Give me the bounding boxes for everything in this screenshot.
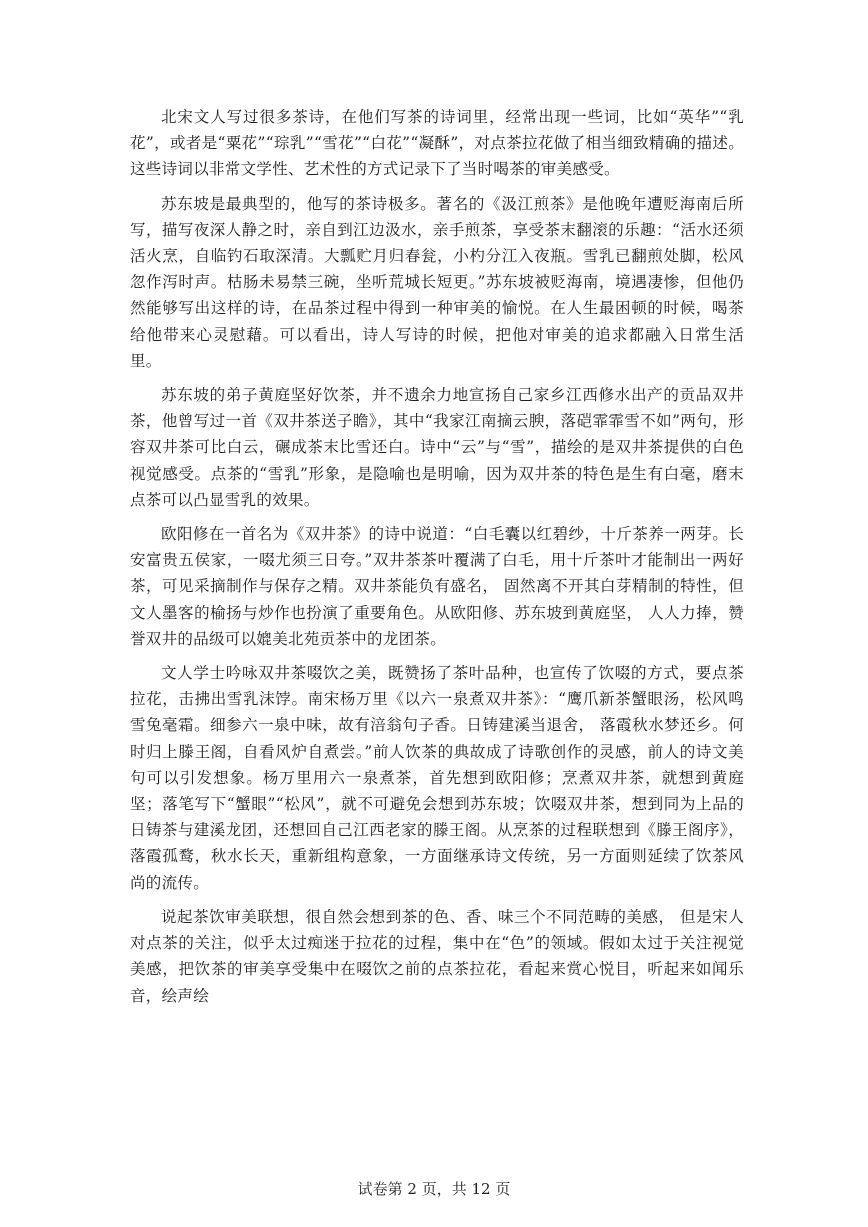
paragraph-5: 文人学士吟咏双井茶啜饮之美，既赞扬了茶叶品种，也宣传了饮啜的方式，要点茶拉花，击拂出雪乳沫饽。南宋杨万里《以六一泉煮双井茶》：“鹰爪新茶蟹眼汤，松风鸣雪兔毫霜。细参六一泉中味，故有涪翁句子香。日铸建溪当退舍， 落霞秋水梦还乡。何时归上滕王阁，自看风炉自煮尝。”前人饮茶的典故成了诗歌创作的灵感，前人的诗文美句可以引发想象。杨万里用六一泉煮茶，首先想到欧阳修；烹煮双井茶，就想到黄庭坚；落笔写下“蟹眼”“松风”，就不可避免会想到苏东坡；饮啜双井茶，想到同为上品的日铸茶与建溪龙团，还想回自己江西老家的滕王阁。从烹茶的过程联想到《滕王阁序》，落霞孤鹜，秋水长天，重新组构意象，一方面继承诗文传统，另一方面则延续了饮茶风尚的流传。 [130,664,744,892]
paragraph-3: 苏东坡的弟子黄庭坚好饮茶，并不遗余力地宣扬自己家乡江西修水出产的贡品双井茶，他曾写过一首《双井茶送子瞻》，其中“我家江南摘云腴，落硙霏霏雪不如”两句，形容双井茶可比白云，碾成茶末比雪还白。诗中“云”与“雪”，描绘的是双井茶提供的白色视觉感受。点茶的“雪乳”形象，是隐喻也是明喻，因为双井茶的特色是生有白毫，磨末点茶可以凸显雪乳的效果。 [130,386,744,509]
paragraph-1: 北宋文人写过很多茶诗，在他们写茶的诗词里，经常出现一些词，比如“英华”“乳花”，或者是“粟花”“琮乳”“雪花”“白花”“凝酥”，对点茶拉花做了相当细致精确的描述。这些诗词以非常文学性、艺术性的方式记录下了当时喝茶的审美感受。 [130,108,744,179]
paragraph-4: 欧阳修在一首名为《双井茶》的诗中说道：“白毛囊以红碧纱，十斤茶养一两芽。长安富贵五侯家，一啜尤须三日夸。”双井茶茶叶覆满了白毛，用十斤茶叶才能制出一两好茶，可见采摘制作与保存之精。双井茶能负有盛名， 固然离不开其白芽精制的特性，但文人墨客的榆扬与炒作也扮演了重要角色。从欧阳修、苏东坡到黄庭坚， 人人力捧，赞誉双井的品级可以媲美北苑贡茶中的龙团茶。 [130,525,744,648]
document-body [130,104,744,1017]
page-footer: 试卷第 2 页，共 12 页 [357,1180,511,1198]
paragraph-2: 苏东坡是最典型的，他写的茶诗极多。著名的《汲江煎茶》是他晚年遭贬海南后所写，描写夜深人静之时，亲自到江边汲水，亲手煎茶，享受茶末翻滚的乐趣：“活水还须活火烹，自临钓石取深清。大瓢贮月归春瓮，小杓分江入夜瓶。雪乳已翻煎处脚，松风忽作泻时声。枯肠未易禁三碗，坐听荒城长短更。”苏东坡被贬海南，境遇凄惨，但他仍然能够写出这样的诗，在品茶过程中得到一种审美的愉悦。在人生最困顿的时候，喝茶给他带来心灵慰藉。可以看出，诗人写诗的时候，把他对审美的追求都融入日常生活里。 [130,194,744,370]
paragraph-6: 说起茶饮审美联想，很自然会想到茶的色、香、味三个不同范畴的美感， 但是宋人对点茶的关注，似乎太过痴迷于拉花的过程，集中在“色”的领域。假如太过于关注视觉美感，把饮茶的审美享受集中在啜饮之前的点茶拉花，看起来赏心悦目，听起来如闻乐音，绘声绘 [130,907,744,1005]
